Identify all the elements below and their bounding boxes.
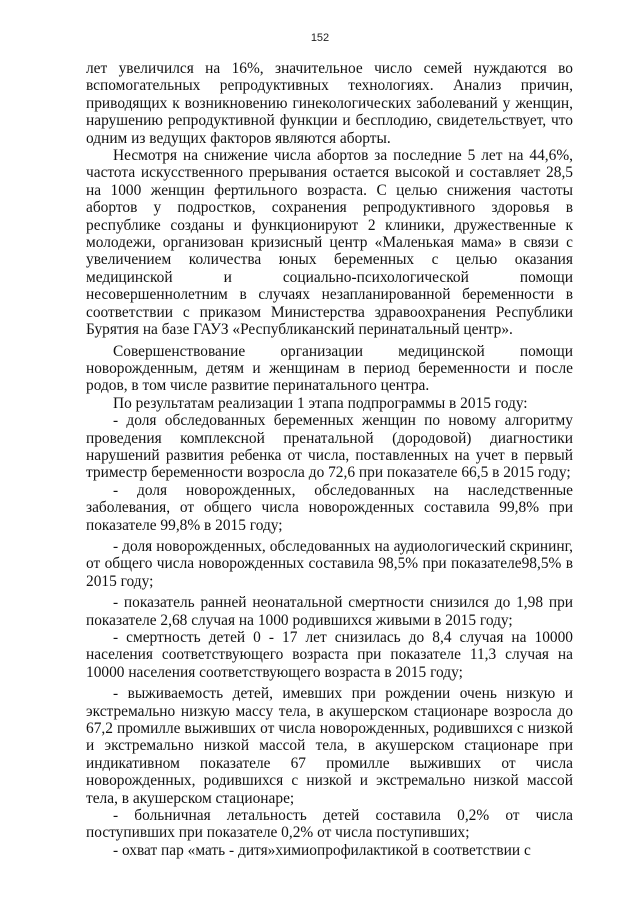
list-item-low-birth-weight-survival: - выживаемость детей, имевших при рождении очень низкую и экстремально низкую массу тела, в акушерском стационаре возросла до 67,2 промилле выживших от числа новорожденных, родившихся с низкой и экстремально низкой массой тела, в акушерском стационаре при индикативном показателе 67 промилле выживших от числа новорожденных, родившихся с низкой и экстремально низкой массой тела, в акушерском стационаре; xyxy=(86,685,573,807)
list-item-hereditary-screening: - доля новорожденных, обследованных на наследственные заболевания, от общего числа новорожденных составила 99,8% при показателе 99,8% в 2015 году; xyxy=(86,481,573,534)
page-number: 152 xyxy=(310,32,330,44)
list-item-child-mortality: - смертность детей 0 - 17 лет снизилась до 8,4 случая на 10000 населения соответствующего возраста при показателе 11,3 случая на 10000 населения соответствующего возраста в 2015 году; xyxy=(86,629,573,681)
list-item-hospital-lethality: - больничная летальность детей составила 0,2% от числа поступивших при показателе 0,2% от числа поступивших; xyxy=(86,807,573,842)
list-item-chemoprophylaxis: - охват пар «мать - дитя»химиопрофилактикой в соответствии с xyxy=(113,841,531,859)
paragraph-abortion-statistics: Несмотря на снижение числа абортов за последние 5 лет на 44,6%, частота искусственного прерывания остается высокой и составляет 28,5 на 1000 женщин фертильного возраста. С целью снижения частоты абортов у подростков, сохранения репродуктивного здоровья в республике созданы и функционируют 2 клиники, дружественные к молодежи, организован кризисный центр «Маленькая мама» в связи с увеличением количества юных беременных с целью оказания медицинской и социально-психологической помощи несовершеннолетним в случаях незапланированной беременности в соответствии с приказом Министерства здравоохранения Республики Бурятия на базе ГАУЗ «Республиканский перинатальный центр». xyxy=(86,147,573,339)
paragraph-medical-care-improvement: Совершенствование организации медицинской помощи новорожденным, детям и женщинам в период беременности и после родов, в том числе развитие перинатального центра. xyxy=(86,342,573,395)
body-text xyxy=(86,60,573,859)
list-item-neonatal-mortality: - показатель ранней неонатальной смертности снизился до 1,98 при показателе 2,68 случая на 1000 родившихся живыми в 2015 году; xyxy=(86,594,573,629)
paragraph-results-intro: По результатам реализации 1 этапа подпрограммы в 2015 году: xyxy=(113,394,528,412)
list-item-audiological-screening: - доля новорожденных, обследованных на аудиологический скрининг, от общего числа новорожденных составила 98,5% при показателе98,5% в 2015 году; xyxy=(86,537,573,590)
paragraph-intro-continuation: лет увеличился на 16%, значительное число семей нуждаются во вспомогательных репродуктивных технологиях. Анализ причин, приводящих к возникновению гинекологических заболеваний у женщин, нарушению репродуктивной функции и бесплодию, свидетельствует, что одним из ведущих факторов являются аборты. xyxy=(86,60,573,147)
list-item-prenatal-diagnostics: - доля обследованных беременных женщин по новому алгоритму проведения комплексной пренатальной (дородовой) диагностики нарушений развития ребенка от числа, поставленных на учет в первый триместр беременности возросла до 72,6 при показателе 66,5 в 2015 году; xyxy=(86,412,573,482)
